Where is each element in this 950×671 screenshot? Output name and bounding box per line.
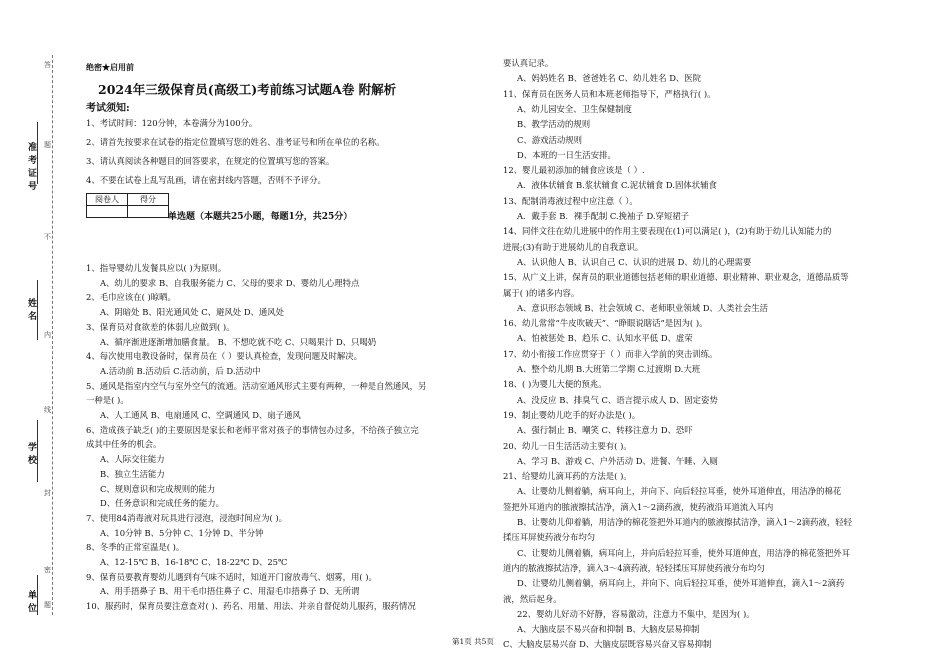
question-line: 21、给婴幼儿滴耳药的方法是( )。	[503, 471, 632, 482]
question-line: 15、从广义上讲，保育员的职业道德包括老师的职业道德、职业精神、职业观念，道德品质等	[503, 272, 849, 283]
question-line: A、大脑皮层不易兴奋和抑制 B、大脑皮层易抑制	[517, 624, 700, 635]
question-line: A、认识他人 B、认识自己 C、认识的进展 D、幼儿的心理需要	[517, 256, 752, 267]
binding-char: 不	[44, 233, 51, 241]
question-line: A、妈妈姓名 B、爸爸姓名 C、幼儿姓名 D、医院	[517, 73, 702, 84]
name-label: 姓名	[28, 299, 38, 322]
question-line: D、任务意识和完成任务的能力。	[100, 498, 224, 509]
question-line: A、学习 B、游戏 C、户外活动 D、进餐、午睡、入厕	[517, 455, 718, 466]
binding-char: 题	[44, 141, 51, 149]
question-line: 一种是( )。	[86, 395, 129, 406]
notice-1: 1、考试时间：120分钟，本卷满分为100分。	[86, 118, 258, 128]
binding-char: 答	[44, 61, 51, 69]
question-line: 揉压耳屏使药液分布均匀	[503, 532, 596, 543]
unit-blank	[37, 575, 38, 615]
question-line: A、幼儿的要求 B、自我服务能力 C、父母的要求 D、婴幼儿心理特点	[100, 277, 360, 288]
score-table-grader: 阅卷人	[87, 194, 128, 206]
score-table-cell[interactable]	[128, 206, 169, 218]
question-line: 液，然后起身。	[503, 593, 562, 604]
question-line: A、人工通风 B、电扇通风 C、空调通风 D、扇子通风	[100, 410, 301, 420]
question-line: A．戴手套 B．裸手配制 C.挽袖子 D.穿短裙子	[517, 211, 690, 221]
section-title: 单选题（本题共25小题，每题1分，共25分）	[168, 212, 353, 222]
binding-char: 封	[44, 489, 51, 497]
question-line: A、人际交往能力	[100, 454, 165, 465]
unit-label: 单位	[28, 591, 38, 614]
question-line: C、大脑皮层易兴奋 D、大脑皮层既容易兴奋又容易抑制	[503, 639, 712, 650]
question-line: 8、冬季的正常室温是( )。	[86, 542, 185, 553]
question-line: C、让婴幼儿侧着躺，病耳向上，并向后轻拉耳垂，使外耳道伸直，用洁净的棉花签把外耳	[517, 547, 851, 558]
question-line: A、幼儿园安全、卫生保健制度	[517, 103, 632, 114]
question-line: 6、造成孩子缺乏( )的主要原因是家长和老师平常对孩子的事情包办过多，不给孩子独立完	[86, 424, 419, 435]
question-line: D、让婴幼儿侧着躺，病耳向上，并向下、向后轻拉耳垂，使外耳道伸直，滴入1～2滴药	[517, 578, 845, 589]
question-line: A、10分钟 B、5分钟 C、1分钟 D、半分钟	[100, 527, 264, 538]
question-line: C、游戏活动规则	[517, 134, 583, 145]
question-line: 22、婴幼儿好动不好静，容易激动，注意力不集中，是因为( )。	[517, 608, 755, 619]
question-line: A、用手捂鼻子 B、用干毛巾捂住鼻子 C、用湿毛巾捂鼻子 D、无所谓	[100, 586, 360, 597]
secret-mark: 绝密★启用前	[86, 62, 134, 72]
school-blank	[37, 420, 38, 482]
question-line: 7、使用84消毒液对玩具进行浸泡，浸泡时间应为( )。	[86, 512, 288, 523]
question-line: 进展;(3)有助于进展幼儿的自我意识。	[503, 241, 644, 252]
question-line: 5、通风是指室内空气与室外空气的流通。活动室通风形式主要有两种，一种是自然通风，另	[86, 380, 427, 391]
binding-line	[52, 55, 53, 615]
question-line: B、让婴幼儿仰着躺，用洁净的棉花签把外耳道内的脓液擦拭洁净，滴入1～2滴药液，轻轻	[517, 517, 853, 527]
page-title: 2024年三级保育员(高级工)考前练习试题A卷 附解析	[98, 82, 397, 97]
question-line: A、怕被惩处 B、趋乐 C、认知水平低 D、虚荣	[517, 333, 693, 344]
question-line: 12、婴儿最初添加的辅食应该是（ ）.	[503, 165, 645, 176]
question-line: 9、保育员要教育婴幼儿遇到有气味不适时，知道开门窗放毒气、烟雾，用( )。	[86, 571, 377, 582]
binding-char: 线	[44, 406, 51, 414]
binding-char: 题	[44, 601, 51, 609]
question-line: 11、保育员在医务人员和本班老师指导下，严格执行( )。	[503, 88, 716, 99]
question-line: 2、毛巾应该在( )晾晒。	[86, 292, 176, 303]
question-line: A、整个幼儿期 B.大班第二学期 C.过渡期 D.大班	[517, 364, 701, 374]
page-footer: 第1页 共5页	[452, 637, 494, 646]
question-line: 14、同伴文往在幼儿进展中的作用主要表现在(1)可以满足( )，(2)有助于幼儿认知能力的	[503, 226, 832, 237]
notice-3: 3、请认真阅读各种题目的回答要求，在规定的位置填写您的答案。	[86, 156, 335, 166]
question-line: A、循序渐进逐渐增加膳食量。 B、不想吃就不吃 C、只喝果汁 D、只喝奶	[100, 336, 377, 347]
question-line: B、教学活动的规则	[517, 119, 591, 130]
question-line: D、本班的一日生活安排。	[517, 149, 616, 160]
school-label: 学校	[28, 443, 38, 466]
score-table-score: 得分	[128, 194, 169, 206]
question-line: A.活动前 B.活动后 C.活动前，后 D.活动中	[100, 365, 261, 376]
question-line: 1、指导婴幼儿发餐具应以( )为原则。	[86, 263, 227, 273]
question-line: 成其中任务的机会。	[86, 439, 162, 450]
score-table-cell[interactable]	[87, 206, 128, 218]
notice-heading: 考试须知:	[86, 103, 130, 114]
score-table	[86, 193, 169, 218]
question-line: C、规则意识和完成规则的能力	[100, 483, 216, 494]
question-line: A、阴暗处 B、阳光通风处 C、避风处 D、通风处	[100, 307, 285, 318]
notice-4: 4、不要在试卷上乱写乱画，请在密封线内答题，否则不予评分。	[86, 175, 326, 185]
question-line: 3、保育员对食欲差的体弱儿应做到( )。	[86, 321, 235, 332]
question-line: 4、每次使用电教设备时，保育员在（ ）要认真检查，发现问题及时解决。	[86, 351, 362, 362]
name-blank	[37, 280, 38, 340]
question-line: A、没反应 B、排臭气 C、语言提示成人 D、固定姿势	[517, 394, 718, 405]
question-line: A、12-15℃ B、16-18℃ C、18-22℃ D、25℃	[100, 557, 288, 567]
question-line: 20、幼儿一日生活活动主要有( )。	[503, 440, 632, 451]
question-line: 10、服药时，保育员要注意查对( )、药名、用量、用法、并亲自督促幼儿服药，服药情况	[86, 601, 416, 612]
notice-2: 2、请首先按要求在试卷的指定位置填写您的姓名、准考证号和所在单位的名称。	[86, 137, 385, 147]
question-line: A、强行制止 B、嘲笑 C、转移注意力 D、恐吓	[517, 425, 693, 436]
exam-number-blank	[37, 122, 38, 184]
question-line: B、独立生活能力	[100, 468, 165, 479]
question-line: 17、幼小衔接工作应贯穿于（ ）而非入学前的突击训练。	[503, 348, 718, 359]
question-line: 签把外耳道内的脓液擦拭洁净，滴入1～2滴药液，使药液沿耳道流入耳内	[503, 501, 774, 512]
question-line: 属于( )的诸多内容。	[503, 287, 580, 298]
question-line: A．液体状辅食 B.浆状辅食 C.泥状辅食 D.固体状辅食	[517, 180, 717, 191]
question-line: 道内的脓液擦拭洁净，滴入3～4滴药液，轻轻揉压耳屏使药液分布均匀	[503, 562, 765, 573]
exam-number-label: 准考证号	[28, 143, 38, 192]
question-line: 18、( )为婴儿大便的预兆。	[503, 379, 607, 390]
binding-char: 密	[44, 566, 51, 574]
binding-char: 内	[44, 331, 51, 339]
question-line: 19、制止婴幼儿吃手的好办法是( )。	[503, 409, 641, 420]
question-line: A、让婴幼儿侧着躺，病耳向上，并向下、向后轻拉耳垂，使外耳道伸直，用洁净的棉花	[517, 486, 842, 497]
question-line: 16、幼儿常常“牛皮吹破天”、“睁眼说瞎话”是因为( )。	[503, 318, 708, 329]
question-line: 13、配制消毒液过程中应注意（ ）。	[503, 195, 638, 206]
question-line: 要认真记录。	[503, 58, 554, 68]
question-line: A、意识形态领域 B、社会领域 C、老师职业领域 D、人类社会生活	[517, 302, 769, 313]
